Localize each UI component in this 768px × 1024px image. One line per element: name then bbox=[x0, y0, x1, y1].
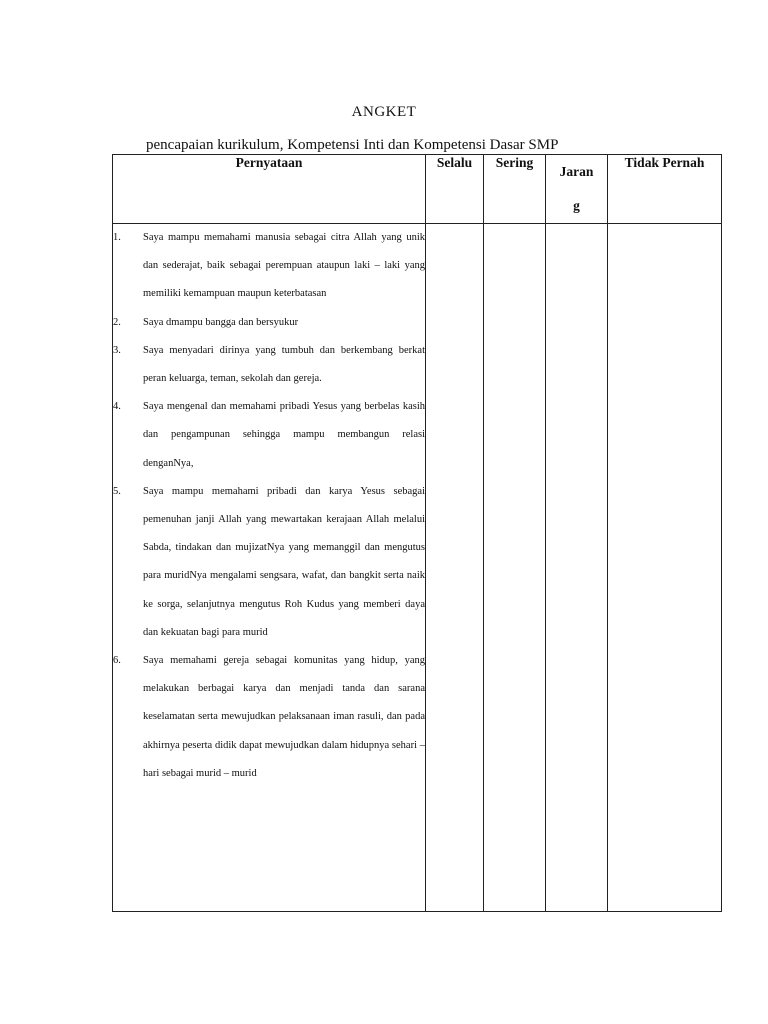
document-subtitle: pencapaian kurikulum, Kompetensi Inti dan Kompetensi Dasar SMP bbox=[146, 137, 559, 153]
header-always: Selalu bbox=[426, 155, 484, 224]
rarely-answer-cell bbox=[546, 224, 608, 912]
header-rarely bbox=[546, 155, 608, 224]
list-item bbox=[113, 647, 425, 788]
item-number: 3. bbox=[113, 344, 121, 356]
item-text: Saya mengenal dan memahami pribadi Yesus yang berbelas kasih dan pengampunan sehingga mampu membangun relasi denganNya, bbox=[143, 401, 425, 469]
statement-cell bbox=[113, 224, 426, 912]
item-number: 6. bbox=[113, 655, 121, 667]
survey-table bbox=[112, 154, 722, 912]
header-row bbox=[113, 155, 722, 224]
item-number: 2. bbox=[113, 316, 121, 328]
document-title: ANGKET bbox=[351, 104, 417, 120]
item-number: 5. bbox=[113, 485, 121, 497]
header-statement: Pernyataan bbox=[113, 155, 426, 224]
often-answer-cell bbox=[484, 224, 546, 912]
item-number: 4. bbox=[113, 401, 121, 413]
list-item bbox=[113, 337, 425, 393]
item-text: Saya memahami gereja sebagai komunitas yang hidup, yang melakukan berbagai karya dan menjadi tanda dan sarana keselamatan serta mewujudkan pelaksanaan iman rasuli, dan pada akhirnya peserta didik dapat mewujudkan dalam hidupnya sehari – hari sebagai murid – murid bbox=[143, 655, 425, 779]
statement-list bbox=[113, 224, 425, 788]
always-answer-cell bbox=[426, 224, 484, 912]
body-row bbox=[113, 224, 722, 912]
list-item bbox=[113, 478, 425, 647]
header-rarely-part1: Jaran bbox=[559, 164, 594, 179]
item-text: Saya menyadari dirinya yang tumbuh dan berkembang berkat peran keluarga, teman, sekolah dan gereja. bbox=[143, 344, 425, 385]
list-item bbox=[113, 309, 425, 337]
item-number: 1. bbox=[113, 232, 121, 243]
item-text: Saya dmampu bangga dan bersyukur bbox=[143, 316, 299, 328]
list-item bbox=[113, 393, 425, 478]
item-text: Saya mampu memahami manusia sebagai citra Allah yang unik dan sederajat, baik sebagai perempuan ataupun laki – laki yang memiliki kemampuan maupun keterbatasan bbox=[143, 232, 425, 300]
never-answer-cell bbox=[608, 224, 722, 912]
list-item bbox=[113, 224, 425, 309]
header-often: Sering bbox=[484, 155, 546, 224]
header-never: Tidak Pernah bbox=[608, 155, 722, 224]
item-text: Saya mampu memahami pribadi dan karya Yesus sebagai pemenuhan janji Allah yang mewartakan kerajaan Allah melalui Sabda, tindakan dan mujizatNya yang memanggil dan mengutus para muridNya mengalami sengsara, wafat, dan bangkit serta naik ke sorga, selanjutnya mengutus Roh Kudus yang memberi daya dan kekuatan bagi para murid bbox=[143, 485, 425, 638]
header-rarely-part2: g bbox=[573, 198, 580, 213]
